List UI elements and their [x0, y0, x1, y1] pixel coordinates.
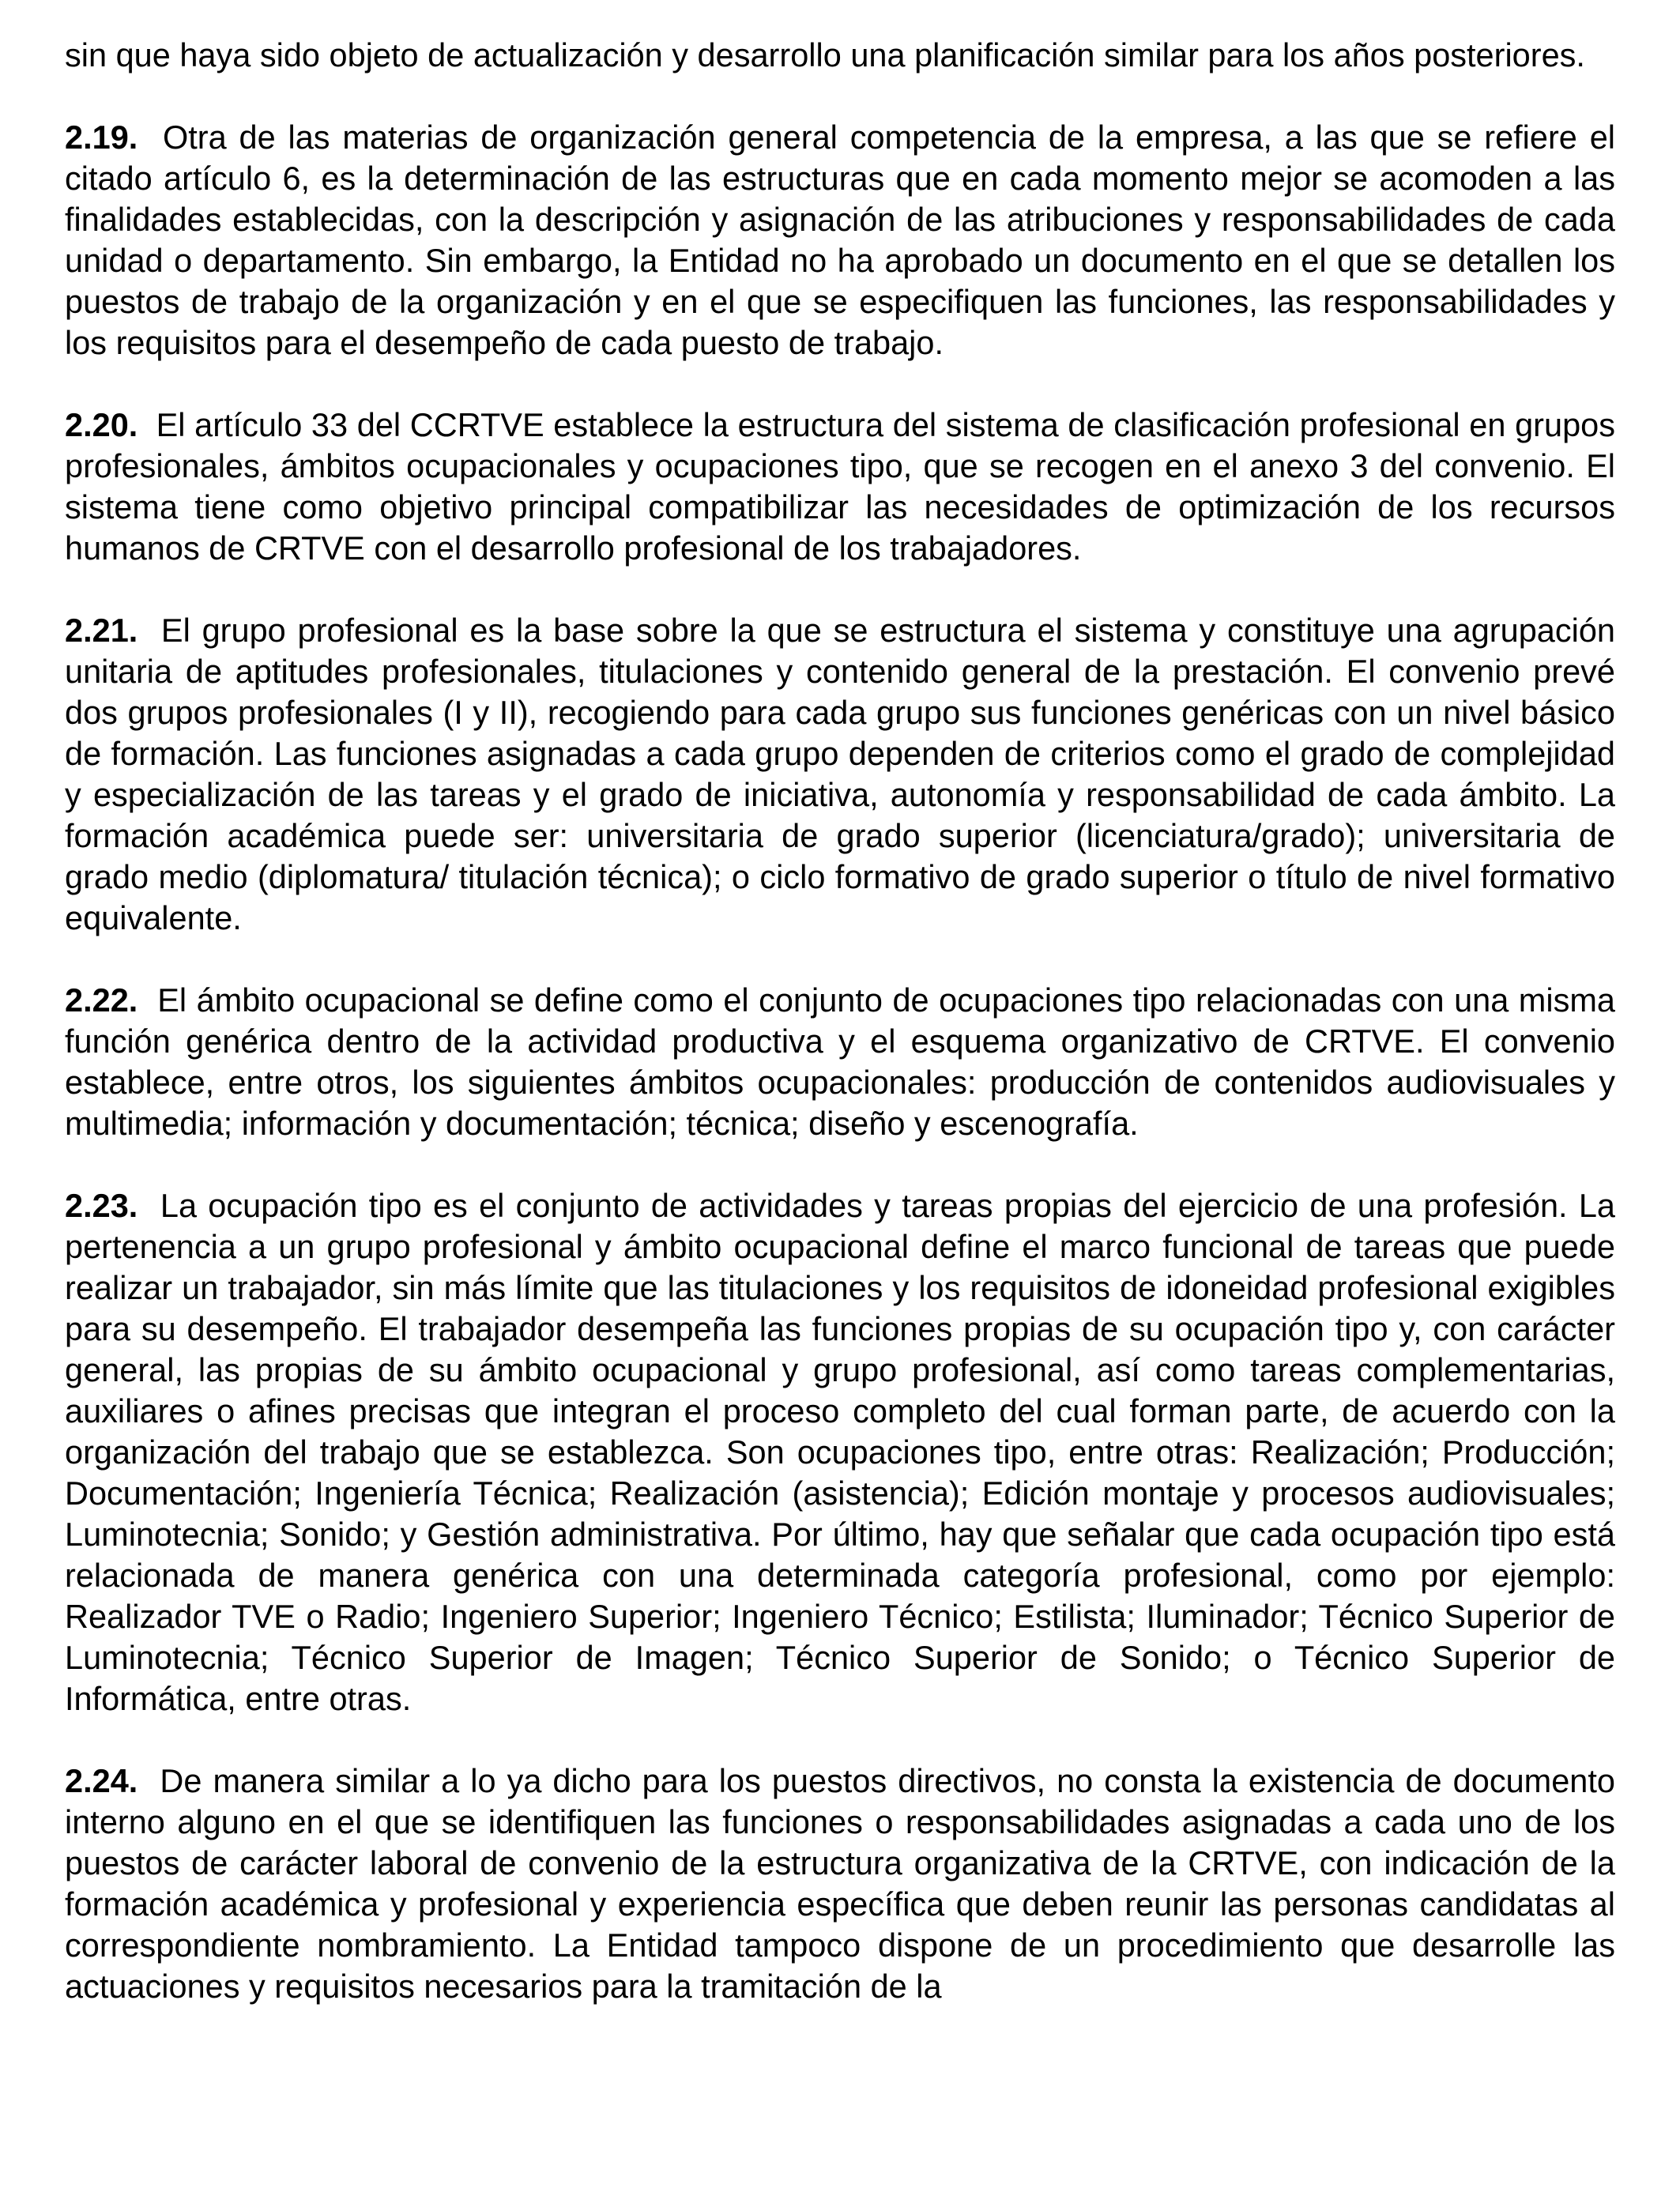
paragraph-text: El artículo 33 del CCRTVE establece la estructura del sistema de clasificación profesional en grupos profesionales, ámbitos ocupacionales y ocupaciones tipo, que se recogen en el anexo 3 del convenio. El sistema tiene como objetivo principal compatibilizar las necesidades de optimización de los recursos humanos de CRTVE con el desarrollo profesional de los trabajadores. [65, 406, 1615, 567]
paragraph-text: El ámbito ocupacional se define como el conjunto de ocupaciones tipo relacionadas con una misma función genérica dentro de la actividad productiva y el esquema organizativo de CRTVE. El convenio establece, entre otros, los siguientes ámbitos ocupacionales: producción de contenidos audiovisuales y multimedia; información y documentación; técnica; diseño y escenografía. [65, 981, 1615, 1142]
paragraph-text: Otra de las materias de organización general competencia de la empresa, a las que se refiere el citado artículo 6, es la determinación de las estructuras que en cada momento mejor se acomoden a las finalidades establecidas, con la descripción y asignación de las atribuciones y responsabilidades de cada unidad o departamento. Sin embargo, la Entidad no ha aprobado un documento en el que se detallen los puestos de trabajo de la organización y en el que se especifiquen las funciones, las responsabilidades y los requisitos para el desempeño de cada puesto de trabajo. [65, 119, 1616, 361]
paragraph-2-24 [65, 1761, 1615, 2007]
paragraph-2-23 [65, 1185, 1615, 1719]
paragraph-text: El grupo profesional es la base sobre la que se estructura el sistema y constituye una agrupación unitaria de aptitudes profesionales, titulaciones y contenido general de la prestación. El convenio prevé dos grupos profesionales (I y II), recogiendo para cada grupo sus funciones genéricas con un nivel básico de formación. Las funciones asignadas a cada grupo dependen de criterios como el grado de complejidad y especialización de las tareas y el grado de iniciativa, autonomía y responsabilidad de cada ámbito. La formación académica puede ser: universitaria de grado superior (licenciatura/grado); universitaria de grado medio (diplomatura/ titulación técnica); o ciclo formativo de grado superior o título de nivel formativo equivalente. [65, 612, 1615, 936]
paragraph-number: 2.23. [65, 1187, 138, 1224]
paragraph-number: 2.20. [65, 406, 138, 443]
paragraph-text: sin que haya sido objeto de actualización y desarrollo una planificación similar para los años posteriores. [65, 36, 1585, 73]
paragraph-2-20 [65, 405, 1615, 569]
document-page [65, 35, 1615, 2048]
paragraph-number: 2.19. [65, 119, 138, 156]
paragraph-text: La ocupación tipo es el conjunto de actividades y tareas propias del ejercicio de una profesión. La pertenencia a un grupo profesional y ámbito ocupacional define el marco funcional de tareas que puede realizar un trabajador, sin más límite que las titulaciones y los requisitos de idoneidad profesional exigibles para su desempeño. El trabajador desempeña las funciones propias de su ocupación tipo y, con carácter general, las propias de su ámbito ocupacional y grupo profesional, así como tareas complementarias, auxiliares o afines precisas que integran el proceso completo del cual forman parte, de acuerdo con la organización del trabajo que se establezca. Son ocupaciones tipo, entre otras: Realización; Producción; Documentación; Ingeniería Técnica; Realización (asistencia); Edición montaje y procesos audiovisuales; Luminotecnia; Sonido; y Gestión administrativa. Por último, hay que señalar que cada ocupación tipo está relacionada de manera genérica con una determinada categoría profesional, como por ejemplo: Realizador TVE o Radio; Ingeniero Superior; Ingeniero Técnico; Estilista; Iluminador; Técnico Superior de Luminotecnia; Técnico Superior de Imagen; Técnico Superior de Sonido; o Técnico Superior de Informática, entre otras. [65, 1187, 1616, 1717]
paragraph-text: De manera similar a lo ya dicho para los puestos directivos, no consta la existencia de documento interno alguno en el que se identifiquen las funciones o responsabilidades asignadas a cada uno de los puestos de carácter laboral de convenio de la estructura organizativa de la CRTVE, con indicación de la formación académica y profesional y experiencia específica que deben reunir las personas candidatas al correspondiente nombramiento. La Entidad tampoco dispone de un procedimiento que desarrolle las actuaciones y requisitos necesarios para la tramitación de la [65, 1762, 1616, 2005]
paragraph-2-19 [65, 117, 1615, 363]
paragraph-continuation [65, 35, 1615, 76]
paragraph-number: 2.22. [65, 981, 138, 1019]
paragraph-number: 2.24. [65, 1762, 138, 1799]
paragraph-2-21 [65, 610, 1615, 939]
paragraph-number: 2.21. [65, 612, 138, 649]
paragraph-2-22 [65, 980, 1615, 1144]
